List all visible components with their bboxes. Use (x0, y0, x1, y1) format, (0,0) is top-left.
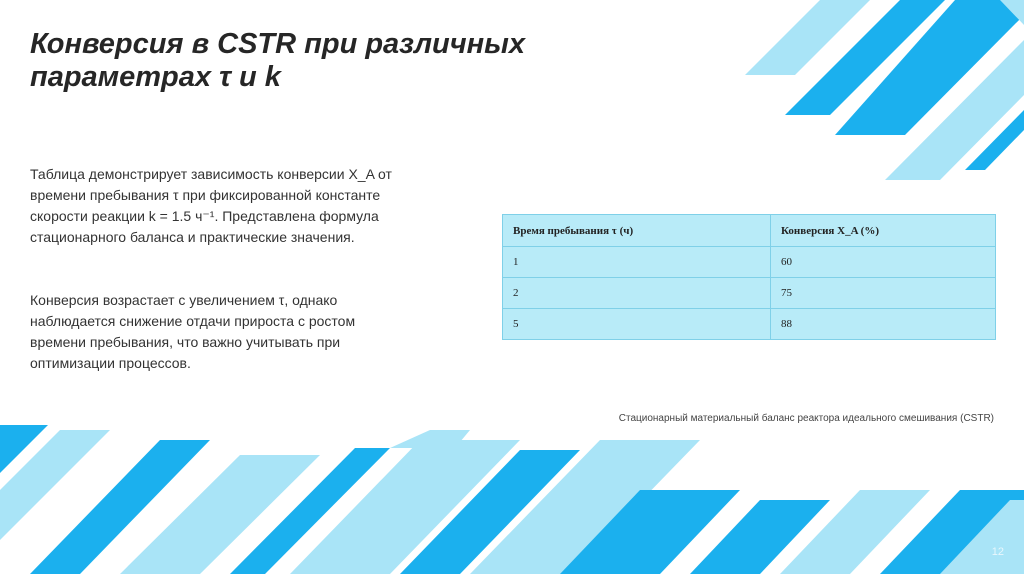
conclusion-paragraph: Конверсия возрастает с увеличением τ, однако наблюдается снижение отдачи прироста с ростом времени пребывания, что важно учитывать при оптимизации процессов. (30, 292, 356, 371)
table-row (503, 309, 996, 340)
table-caption: Стационарный материальный баланс реактора идеального смешивания (CSTR) (618, 413, 994, 424)
cell-conversion: 88 (771, 309, 996, 340)
table-row (503, 247, 996, 278)
cell-conversion: 60 (771, 247, 996, 278)
page-number: 12 (991, 546, 1004, 558)
page-title: Конверсия в CSTR при различных параметрах τ и k (30, 28, 526, 93)
cell-conversion: 75 (771, 278, 996, 309)
header-conversion: Конверсия X_A (%) (771, 215, 996, 247)
cell-residence-time: 2 (503, 278, 771, 309)
header-residence-time: Время пребывания τ (ч) (503, 215, 771, 247)
description-paragraph: Таблица демонстрирует зависимость конверсии X_A от времени пребывания τ при фиксированной константе скорости реакции k = 1.5 ч⁻¹. Представлена формула стационарного баланса и практические значения. (30, 166, 392, 245)
cell-residence-time: 5 (503, 309, 771, 340)
table-header-row (503, 215, 996, 247)
conversion-table (502, 214, 996, 340)
cell-residence-time: 1 (503, 247, 771, 278)
table-row (503, 278, 996, 309)
